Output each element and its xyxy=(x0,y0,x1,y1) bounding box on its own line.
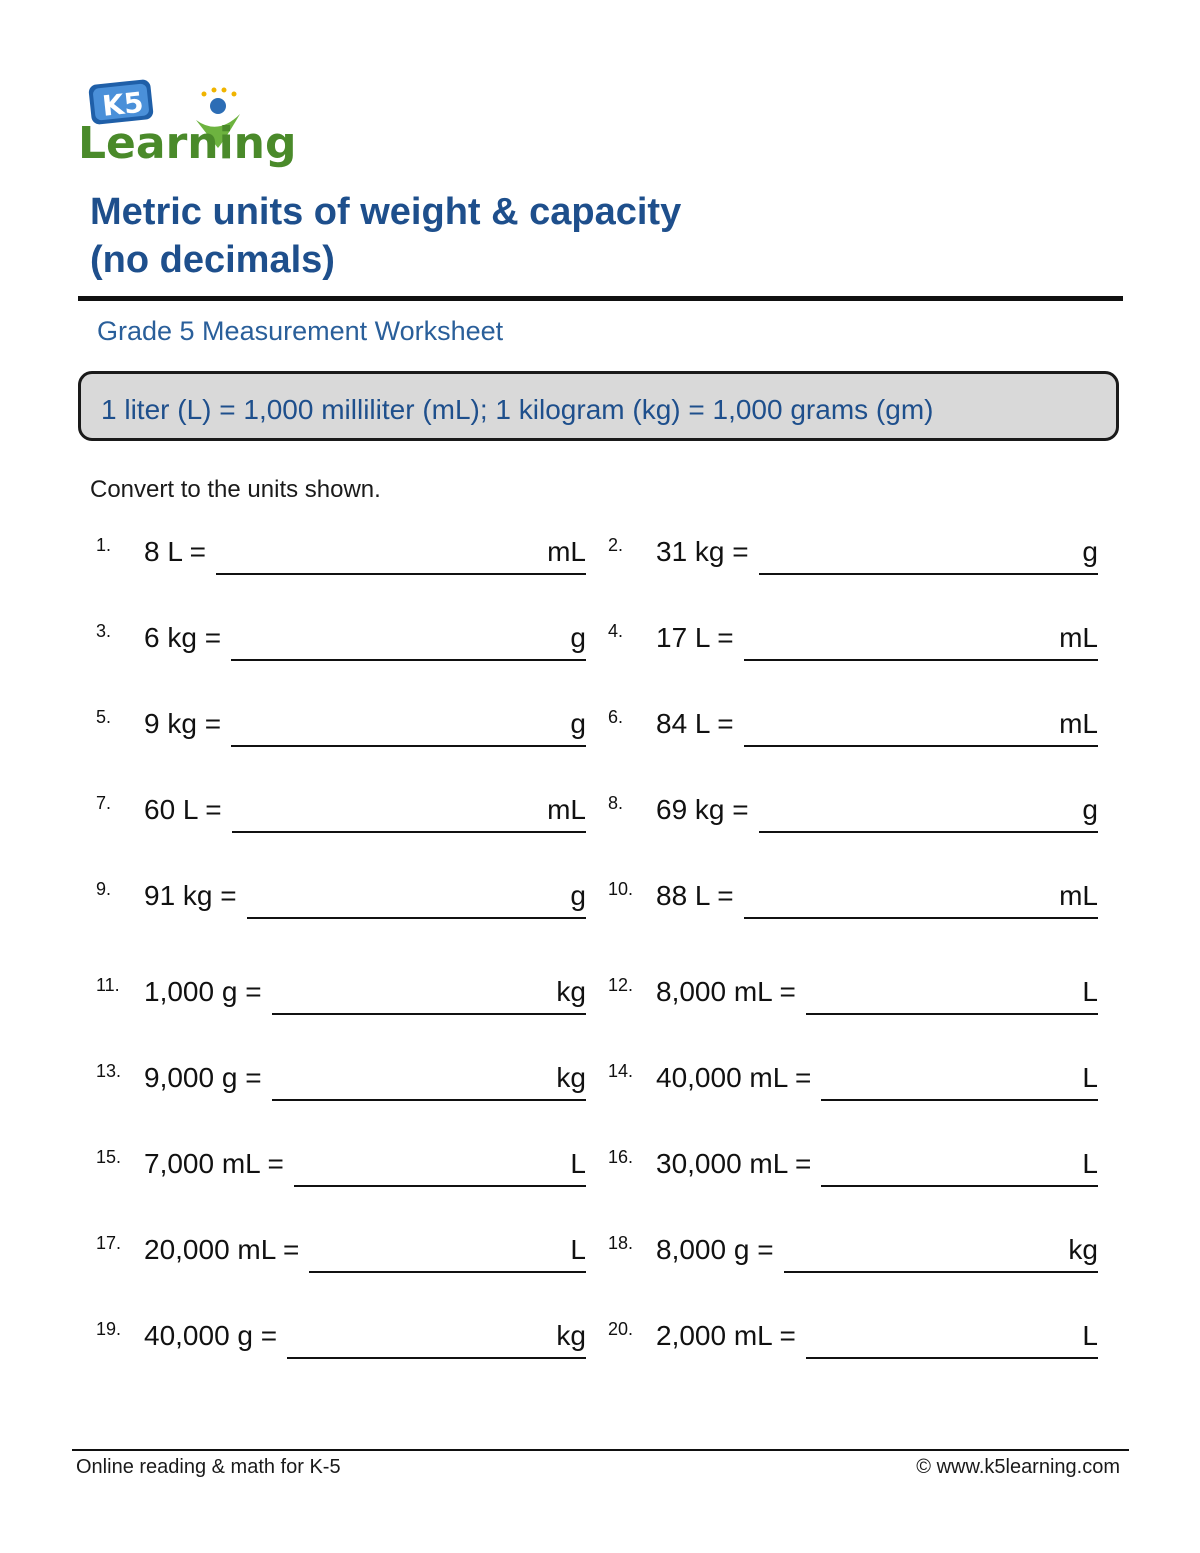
problem-unit: g xyxy=(570,622,586,653)
problem-item xyxy=(608,1061,1098,1101)
problem-item xyxy=(608,707,1098,747)
problem-number: 1. xyxy=(96,535,112,555)
problem-unit: g xyxy=(570,708,586,739)
problem-item xyxy=(608,793,1098,833)
problem-expression: 88 L = xyxy=(656,880,734,911)
problem-unit: L xyxy=(570,1234,586,1265)
problem-item xyxy=(96,975,586,1015)
answer-blank[interactable] xyxy=(231,659,586,661)
worksheet-subtitle: Grade 5 Measurement Worksheet xyxy=(97,316,504,346)
problem-number: 13. xyxy=(96,1061,122,1081)
problem-unit: L xyxy=(570,1148,586,1179)
problem-number: 10. xyxy=(608,879,634,899)
problem-number: 4. xyxy=(608,621,624,641)
problem-expression: 20,000 mL = xyxy=(144,1234,300,1265)
answer-blank[interactable] xyxy=(232,831,586,833)
problem-unit: L xyxy=(1082,1148,1098,1179)
problem-unit: mL xyxy=(1059,708,1098,739)
problem-item xyxy=(96,1319,586,1359)
problem-expression: 1,000 g = xyxy=(144,976,262,1007)
footer-tagline: Online reading & math for K-5 xyxy=(76,1456,341,1478)
problem-expression: 8,000 g = xyxy=(656,1234,774,1265)
problem-item xyxy=(608,1233,1098,1273)
problem-unit: mL xyxy=(547,536,586,567)
k5-learning-logo xyxy=(76,76,296,172)
title-divider xyxy=(78,296,1123,301)
problem-number: 6. xyxy=(608,707,624,727)
problem-item xyxy=(96,1147,586,1187)
answer-blank[interactable] xyxy=(821,1185,1098,1187)
problem-number: 18. xyxy=(608,1233,634,1253)
problem-unit: L xyxy=(1082,1320,1098,1351)
problem-number: 9. xyxy=(96,879,112,899)
answer-blank[interactable] xyxy=(806,1013,1098,1015)
title-line-1: Metric units of weight & capacity xyxy=(90,191,682,233)
problem-unit: g xyxy=(1082,794,1098,825)
answer-blank[interactable] xyxy=(216,573,586,575)
problem-expression: 8 L = xyxy=(144,536,207,567)
problem-number: 16. xyxy=(608,1147,634,1167)
answer-blank[interactable] xyxy=(272,1099,586,1101)
problem-expression: 9 kg = xyxy=(144,708,222,739)
problem-expression: 7,000 mL = xyxy=(144,1148,284,1179)
problem-expression: 31 kg = xyxy=(656,536,749,567)
problem-expression: 17 L = xyxy=(656,622,734,653)
problem-expression: 84 L = xyxy=(656,708,734,739)
answer-blank[interactable] xyxy=(744,917,1098,919)
problem-unit: mL xyxy=(1059,880,1098,911)
problem-number: 20. xyxy=(608,1319,634,1339)
problem-unit: kg xyxy=(1068,1234,1098,1265)
problem-expression: 6 kg = xyxy=(144,622,222,653)
problem-unit: g xyxy=(570,880,586,911)
problem-unit: kg xyxy=(556,976,586,1007)
problem-expression: 30,000 mL = xyxy=(656,1148,812,1179)
answer-blank[interactable] xyxy=(247,917,586,919)
footer-copyright: © www.k5learning.com xyxy=(916,1456,1120,1478)
problem-expression: 69 kg = xyxy=(656,794,749,825)
conversion-info-text: 1 liter (L) = 1,000 milliliter (mL); 1 kilogram (kg) = 1,000 grams (gm) xyxy=(101,394,934,425)
problem-unit: kg xyxy=(556,1062,586,1093)
instructions: Convert to the units shown. xyxy=(90,476,381,503)
footer-divider xyxy=(72,1449,1129,1451)
problem-number: 3. xyxy=(96,621,112,641)
problem-expression: 9,000 g = xyxy=(144,1062,262,1093)
answer-blank[interactable] xyxy=(287,1357,586,1359)
problem-number: 7. xyxy=(96,793,112,813)
answer-blank[interactable] xyxy=(272,1013,586,1015)
problem-number: 11. xyxy=(96,975,120,995)
problem-item xyxy=(608,1319,1098,1359)
problem-item xyxy=(96,1233,586,1273)
answer-blank[interactable] xyxy=(759,831,1098,833)
conversion-info-box xyxy=(78,371,1119,441)
problem-item xyxy=(608,879,1098,919)
problem-expression: 60 L = xyxy=(144,794,222,825)
problem-expression: 40,000 g = xyxy=(144,1320,278,1351)
problem-expression: 8,000 mL = xyxy=(656,976,796,1007)
problem-item xyxy=(608,535,1098,575)
problem-number: 15. xyxy=(96,1147,122,1167)
problem-item xyxy=(96,793,586,833)
problem-unit: mL xyxy=(1059,622,1098,653)
svg-text:K5: K5 xyxy=(100,85,146,123)
problem-number: 14. xyxy=(608,1061,634,1081)
problem-item xyxy=(96,707,586,747)
problem-number: 17. xyxy=(96,1233,122,1253)
worksheet-title xyxy=(90,188,681,284)
problem-item xyxy=(608,975,1098,1015)
problem-unit: L xyxy=(1082,976,1098,1007)
problem-number: 8. xyxy=(608,793,624,813)
problem-expression: 2,000 mL = xyxy=(656,1320,796,1351)
problem-item xyxy=(96,621,586,661)
problem-expression: 40,000 mL = xyxy=(656,1062,812,1093)
answer-blank[interactable] xyxy=(744,659,1098,661)
problem-unit: L xyxy=(1082,1062,1098,1093)
problem-item xyxy=(96,879,586,919)
problem-number: 12. xyxy=(608,975,634,995)
problem-item xyxy=(96,1061,586,1101)
answer-blank[interactable] xyxy=(759,573,1098,575)
title-line-2: (no decimals) xyxy=(90,239,335,281)
answer-blank[interactable] xyxy=(231,745,586,747)
answer-blank[interactable] xyxy=(744,745,1098,747)
problem-expression: 91 kg = xyxy=(144,880,237,911)
answer-blank[interactable] xyxy=(821,1099,1098,1101)
answer-blank[interactable] xyxy=(294,1185,586,1187)
problem-item xyxy=(608,621,1098,661)
answer-blank[interactable] xyxy=(806,1357,1098,1359)
problem-number: 5. xyxy=(96,707,112,727)
problem-unit: mL xyxy=(547,794,586,825)
logo-wordmark: Learning xyxy=(78,118,296,169)
problem-item xyxy=(96,535,586,575)
problem-unit: g xyxy=(1082,536,1098,567)
answer-blank[interactable] xyxy=(309,1271,586,1273)
problem-item xyxy=(608,1147,1098,1187)
problem-number: 2. xyxy=(608,535,624,555)
problem-number: 19. xyxy=(96,1319,122,1339)
answer-blank[interactable] xyxy=(784,1271,1098,1273)
problem-unit: kg xyxy=(556,1320,586,1351)
